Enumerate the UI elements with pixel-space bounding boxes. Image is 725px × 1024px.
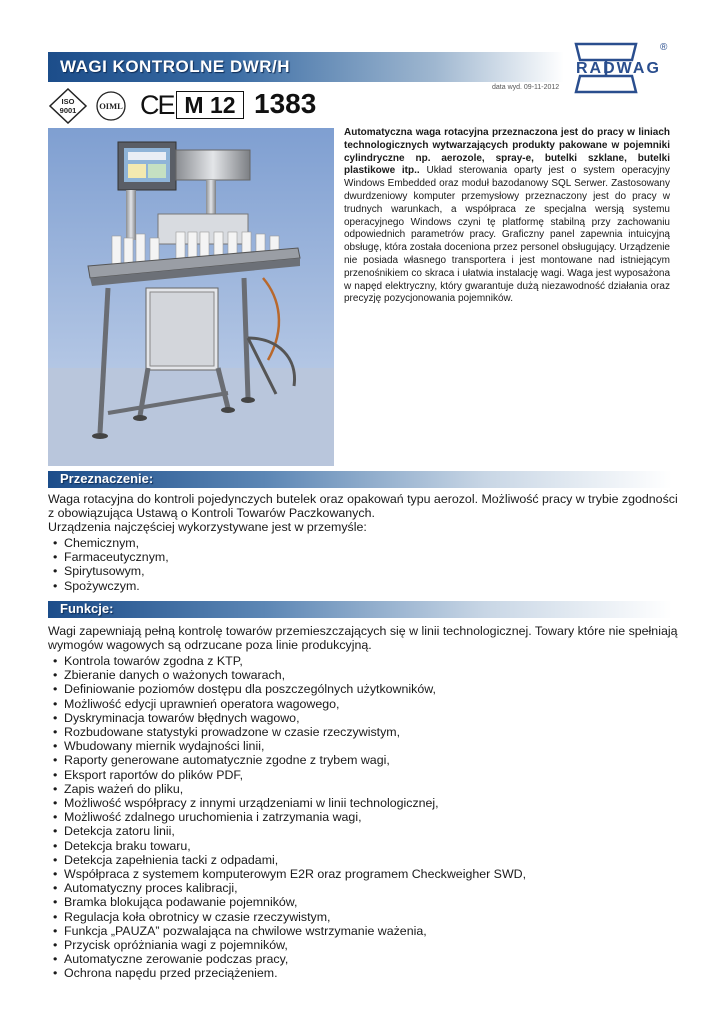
section-header-funkcje <box>48 601 672 618</box>
svg-text:ISO: ISO <box>61 97 75 106</box>
list-item: • Kontrola towarów zgodna z KTP, <box>52 654 526 668</box>
list-item: • Ochrona napędu przed przeciążeniem. <box>52 966 526 980</box>
przeznaczenie-line-3: Urządzenia najczęściej wykorzystywane jest w przemyśle: <box>48 520 367 534</box>
list-item: • Możliwość edycji uprawnień operatora wagowego, <box>52 697 526 711</box>
list-item: • Regulacja koła obrotnicy w czasie rzeczywistym, <box>52 910 526 924</box>
list-item: • Przycisk opróżniania wagi z pojemników, <box>52 938 526 952</box>
list-item: • Raporty generowane automatycznie zgodne z trybem wagi, <box>52 753 526 767</box>
list-item: • Eksport raportów do plików PDF, <box>52 768 526 782</box>
industry-list <box>52 536 169 593</box>
registered-mark: ® <box>660 42 668 53</box>
przeznaczenie-line-1: Waga rotacyjna do kontroli pojedynczych butelek oraz opakowań typu aerozol. Możliwość pracy w trybie zgodności <box>48 492 678 506</box>
list-item: • Chemicznym, <box>52 536 169 550</box>
oiml-icon <box>94 90 130 122</box>
functions-list <box>52 654 526 981</box>
list-item: • Rozbudowane statystyki prowadzone w czasie rzeczywistym, <box>52 725 526 739</box>
list-item: • Zapis ważeń do pliku, <box>52 782 526 796</box>
radwag-logo <box>572 40 676 96</box>
ce-mark: CE <box>140 90 174 120</box>
list-item: • Detekcja zatoru linii, <box>52 824 526 838</box>
list-item: • Możliwość współpracy z innymi urządzeniami w linii technologicznej, <box>52 796 526 810</box>
list-item: • Detekcja braku towaru, <box>52 839 526 853</box>
list-item: • Funkcja „PAUZA” pozwalająca na chwilowe wstrzymanie ważenia, <box>52 924 526 938</box>
page-title: WAGI KONTROLNE DWR/H <box>60 57 291 76</box>
brand-name: RADWAG <box>576 60 661 77</box>
list-item: • Dyskryminacja towarów błędnych wagowo, <box>52 711 526 725</box>
issue-date: data wyd. 09-11-2012 <box>492 84 560 91</box>
funkcje-line-1: Wagi zapewniają pełną kontrolę towarów przemieszczających się w linii technologicznej. Towary które nie spełniają <box>48 624 678 638</box>
list-item: • Współpraca z systemem komputerowym E2R oraz programem Checkweigher SWD, <box>52 867 526 881</box>
list-item: • Zbieranie danych o ważonych towarach, <box>52 668 526 682</box>
product-photo <box>48 128 334 466</box>
funkcje-line-2: wymogów wagowych są odrzucane poza linie produkcyjną. <box>48 638 372 652</box>
list-item: • Definiowanie poziomów dostępu dla poszczególnych użytkowników, <box>52 682 526 696</box>
intro-description <box>344 127 670 306</box>
list-item: • Detekcja zapełnienia tacki z odpadami, <box>52 853 526 867</box>
list-item: • Spirytusowym, <box>52 564 169 578</box>
list-item: • Farmaceutycznym, <box>52 550 169 564</box>
section-heading: Funkcje: <box>60 601 114 616</box>
list-item: • Wbudowany miernik wydajności linii, <box>52 739 526 753</box>
svg-text:OIML: OIML <box>99 101 123 111</box>
list-item: • Automatyczne zerowanie podczas pracy, <box>52 952 526 966</box>
list-item: • Możliwość zdalnego uruchomienia i zatrzymania wagi, <box>52 810 526 824</box>
przeznaczenie-line-2: z obowiązująca Ustawą o Kontroli Towarów Paczkowanych. <box>48 506 375 520</box>
intro-text: Układ sterowania oparty jest o system operacyjny Windows Embedded oraz moduł bazodanowy SQL Serwer. Zastosowany dwurdzeniowy komputer przemysłowy przeznaczony jest do pracy w trudnych warunkach, a współpraca ze specjalna wersją systemu operacyjnego Windows czyni tę platformę stabilną przy zachowaniu odpowiednich parametrów pracy. Graficzny panel zapewnia intuicyjną obsługę, która została doceniona przez personel obsługujący. Urządzenie nie posiada własnego transportera i jest montowane nad istniejącym przenośnikiem co skraca i ułatwia instalację wagi. Waga jest wyposażona w napęd elektryczny, który gwarantuje dużą niezawodność działania oraz precyzję pozycjonowania pojemników. <box>344 165 670 305</box>
certification-row <box>48 88 348 124</box>
list-item: • Bramka blokująca podawanie pojemników, <box>52 895 526 909</box>
notified-body-number: 1383 <box>254 88 317 119</box>
iso-9001-icon <box>48 88 88 124</box>
section-heading: Przeznaczenie: <box>60 471 154 486</box>
list-item: • Spożywczym. <box>52 579 169 593</box>
section-header-przeznaczenie <box>48 471 672 488</box>
title-bar <box>48 52 564 82</box>
metrology-mark: M 12 <box>176 91 244 119</box>
intro-bold-text: Automatyczna waga rotacyjna przeznaczona jest do pracy w liniach technologicznych wytwarzających produkty pakowane w pojemniki cylindryczne np. aerozole, spray-e, butelki szklane, butelki plastikowe itp.. <box>344 127 670 177</box>
svg-text:9001: 9001 <box>59 106 77 115</box>
list-item: • Automatyczny proces kalibracji, <box>52 881 526 895</box>
